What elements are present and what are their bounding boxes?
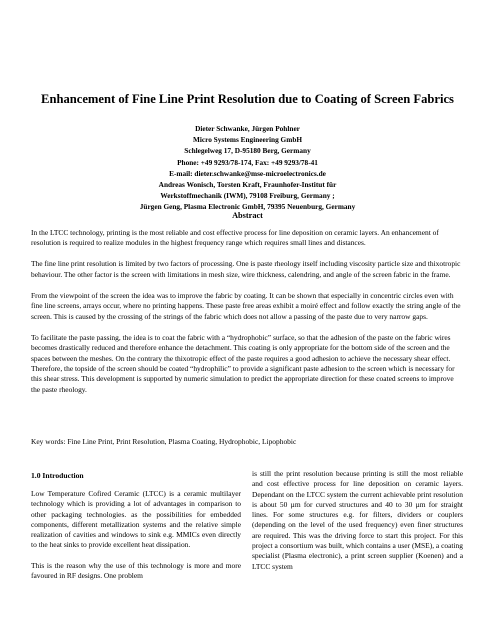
body-paragraph: is still the print resolution because printing is still the most reliable and cost effective process for line deposition on ceramic layers. Dependant on the LTCC system the current achievable print resolution is about 50 µm for curved structures and 40 to 30 µm for straight lines. For some structures e.g. for filters, dividers or couplers (depending on the level of the used frequency) even finer structures are required. This was the driving force to start this project. For this project a consortium was built, which contains a user (MSE), a coating specialist (Plasma electronic), a print screen supplier (Koenen) and a LTCC system xyxy=(252,469,463,571)
abstract-paragraph: From the viewpoint of the screen the idea was to improve the fabric by coating. It can be shown that especially in concentric circles even with fine line screens, arrays occur, where no printing happens. These paste free areas exhibit a moiré effect and follow exactly the string angle of the screen. This is caused by the crossing of the strings of the fabric which does not allow a passing of the paste due to very narrow gaps. xyxy=(31,290,461,321)
abstract-paragraph: To facilitate the paste passing, the idea is to coat the fabric with a “hydrophobic” surface, so that the adhesion of the paste on the fabric wires becomes drastically reduced and therefore enhance the detachment. This coating is only appropriate for the bottom side of the screen and the spaces between the meshes. On the contrary the thixotropic effect of the paste requires a good adhesion to achieve the necessary shear effect. Therefore, the topside of the screen should be coated “hydrophilic” to provide a significant paste adhesion to the screen which is necessary for this shear stress. This development is supported by numeric simulation to predict the appropriate direction for these coated screens to improve the paste rheology. xyxy=(31,332,455,394)
author-line: Dieter Schwanke, Jürgen Pohlner xyxy=(195,124,300,133)
author-line: Andreas Wonisch, Torsten Kraft, Fraunhofer-Institut für xyxy=(158,180,337,190)
abstract-heading: Abstract xyxy=(232,211,263,220)
phone-line: Phone: +49 9293/78-174, Fax: +49 9293/78-41 xyxy=(177,157,318,167)
right-column xyxy=(252,469,463,640)
paper-title: Enhancement of Fine Line Print Resolution due to Coating of Screen Fabrics xyxy=(41,92,454,106)
abstract-body xyxy=(31,228,463,406)
abstract-paragraph: In the LTCC technology, printing is the most reliable and cost effective process for line deposition on ceramic layers. An enhancement of resolution is required to realize modules in the highest frequency range which requires small lines and distances. xyxy=(31,228,439,248)
affiliation-line: Micro Systems Engineering GmbH xyxy=(192,135,303,145)
left-column xyxy=(31,489,241,640)
abstract-paragraph: The fine line print resolution is limited by two factors of processing. One is paste rheology itself including viscosity particle size and thixotropic behaviour. The other factor is the screen with limitations in mesh size, wire thickness, calendring, and angle of the screen fabric in the frame. xyxy=(31,259,461,279)
author-block xyxy=(30,123,465,213)
address-line: Schlegelweg 17, D-95180 Berg, Germany xyxy=(184,146,311,156)
body-paragraph: Low Temperature Cofired Ceramic (LTCC) is a ceramic multilayer technology which is providing a lot of advantages in comparison to other packaging technologies. as the possibilities for embedded components, different metallization systems and the relative simple realization of cavities and windows to sink e.g. MMICs even directly to the heat sinks to provide excellent heat dissipation. xyxy=(31,489,241,550)
email-line: E-mail: dieter.schwanke@mse-microelectronics.de xyxy=(169,168,326,178)
affiliation-line: Werkstoffmechanik (IWM), 79108 Freiburg, Germany ; xyxy=(160,191,335,201)
body-paragraph: This is the reason why the use of this technology is more and more favoured in RF designs. One problem xyxy=(31,560,241,581)
keywords: Key words: Fine Line Print, Print Resolution, Plasma Coating, Hydrophobic, Lipophobic xyxy=(31,437,297,446)
author-line: Jürgen Geng, Plasma Electronic GmbH, 79395 Neuenburg, Germany xyxy=(139,202,356,212)
section-heading-introduction: 1.0 Introduction xyxy=(31,471,84,480)
